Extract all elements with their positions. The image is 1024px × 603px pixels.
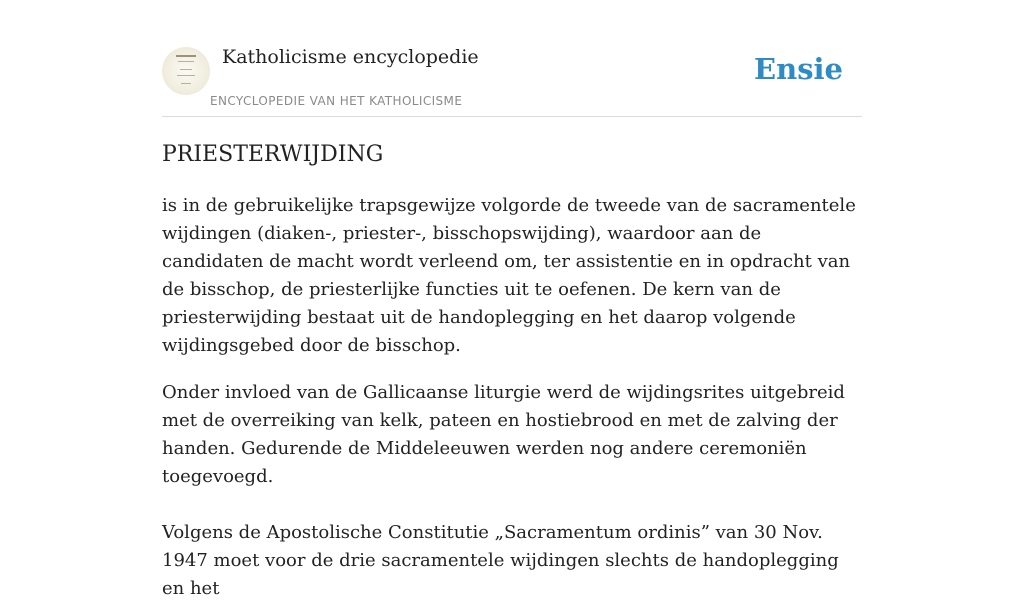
article-paragraph: is in de gebruikelijke trapsgewijze volgorde de tweede van de sacramentele wijdingen (diaken-, priester-, bisschopswijding), waardoor aan de candidaten de macht wordt verleend om, ter assistentie en in opdracht van de bisschop, de priesterlijke functies uit te oefenen. De kern van de priesterwijding bestaat uit de handoplegging en het daarop volgende wijdingsgebed door de bisschop. — [162, 195, 856, 356]
brand-logo[interactable]: Ensie — [754, 52, 843, 86]
site-subtitle: ENCYCLOPEDIE VAN HET KATHOLICISME — [210, 94, 463, 108]
article-paragraph: Volgens de Apostolische Constitutie „Sacramentum ordinis” van 30 Nov. 1947 moet voor de drie sacramentele wijdingen slechts de handoplegging en het — [162, 522, 839, 599]
article — [162, 140, 862, 603]
article-paragraph: Onder invloed van de Gallicaanse liturgie werd de wijdingsrites uitgebreid met de overreiking van kelk, pateen en hostiebrood en met de zalving der handen. Gedurende de Middeleeuwen werden nog andere ceremoniën toegevoegd. — [162, 382, 845, 487]
article-title: PRIESTERWIJDING — [162, 142, 384, 167]
book-cover-thumbnail[interactable] — [162, 47, 210, 95]
site-title[interactable]: Katholicisme encyclopedie — [222, 46, 479, 68]
site-header — [162, 0, 862, 117]
